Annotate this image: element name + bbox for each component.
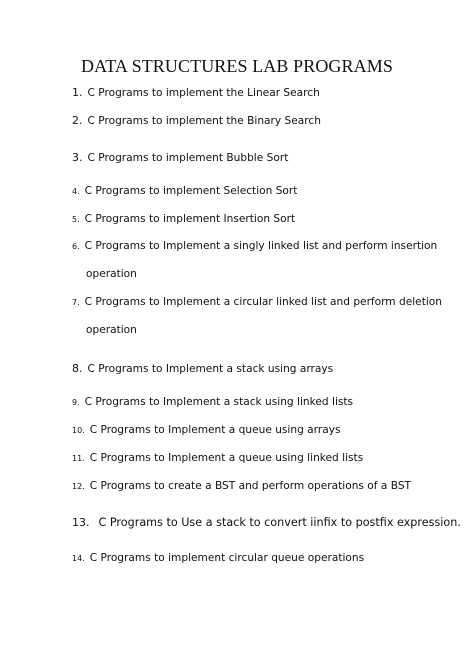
list-item-10	[72, 424, 340, 436]
item-text: C Programs to implement the Linear Search	[87, 87, 320, 99]
item-text: C Programs to Implement a queue using linked lists	[89, 452, 364, 464]
item-number: 4.	[72, 187, 80, 196]
item-number: 14.	[72, 554, 85, 563]
list-item-6	[72, 240, 437, 252]
list-item-5	[72, 213, 295, 225]
list-item-6-continuation: operation	[86, 268, 137, 280]
list-item-12	[72, 480, 411, 492]
list-item-8	[72, 362, 333, 375]
item-number: 3.	[72, 151, 83, 164]
item-number: 1.	[72, 86, 83, 99]
item-text: C Programs to Use a stack to convert iinfix to postfix expression.	[98, 516, 461, 529]
list-item-3	[72, 151, 288, 164]
item-text: C Programs to implement Insertion Sort	[84, 213, 296, 225]
item-number: 11.	[72, 454, 85, 463]
item-number: 2.	[72, 114, 83, 127]
list-item-1	[72, 86, 320, 99]
item-number: 5.	[72, 215, 80, 224]
list-item-7-continuation: operation	[86, 324, 137, 336]
list-item-13	[72, 516, 461, 529]
item-text: C Programs to implement Bubble Sort	[87, 152, 289, 164]
item-text: C Programs to implement the Binary Search	[87, 115, 321, 127]
item-number: 10.	[72, 426, 85, 435]
item-number: 8.	[72, 362, 83, 375]
item-number: 6.	[72, 242, 80, 251]
list-item-2	[72, 114, 321, 127]
list-item-7	[72, 296, 442, 308]
list-item-9	[72, 396, 353, 408]
item-text: C Programs to Implement a stack using linked lists	[84, 396, 354, 408]
item-text: C Programs to Implement a circular linked list and perform deletion	[84, 296, 442, 308]
item-number: 12.	[72, 482, 85, 491]
item-number: 13.	[72, 516, 90, 529]
list-item-4	[72, 185, 297, 197]
item-text: C Programs to Implement a queue using arrays	[89, 424, 341, 436]
item-text: C Programs to create a BST and perform operations of a BST	[89, 480, 412, 492]
item-text: C Programs to Implement a stack using arrays	[87, 363, 334, 375]
item-number: 9.	[72, 398, 80, 407]
list-item-14	[72, 552, 364, 564]
item-number: 7.	[72, 298, 80, 307]
list-item-11	[72, 452, 363, 464]
page-title: DATA STRUCTURES LAB PROGRAMS	[81, 56, 393, 76]
item-text: C Programs to implement circular queue operations	[89, 552, 365, 564]
item-text: C Programs to Implement a singly linked list and perform insertion	[84, 240, 438, 252]
item-text: C Programs to implement Selection Sort	[84, 185, 298, 197]
